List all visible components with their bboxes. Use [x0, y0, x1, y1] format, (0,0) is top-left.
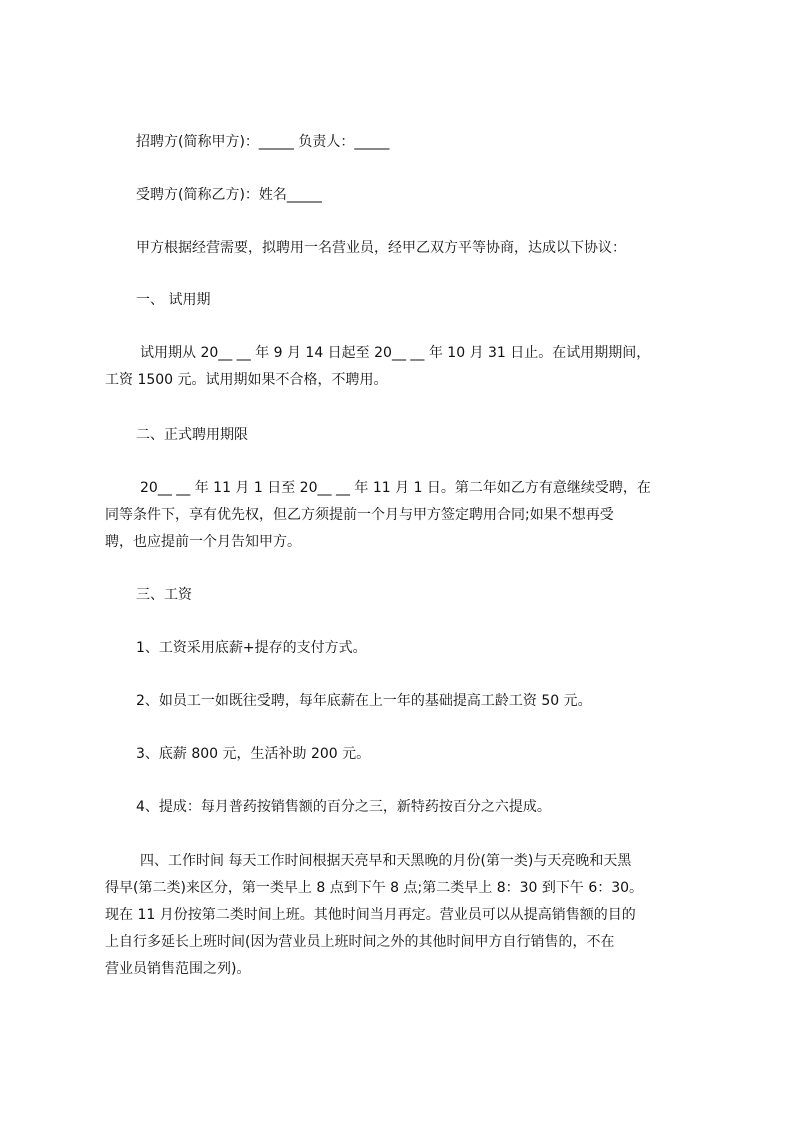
- intro-paragraph: 甲方根据经营需要，拟聘用一名营业员，经甲乙双方平等协商，达成以下协议：: [136, 240, 626, 256]
- section-heading-probation: 一、 试用期: [136, 292, 211, 308]
- employment-term-text-line: 同等条件下，享有优先权，但乙方须提前一个月与甲方签定聘用合同;如果不想再受: [105, 507, 614, 523]
- employer-line: 招聘方(简称甲方)：_____ 负责人：_____: [136, 134, 390, 150]
- working-hours-text-line: 上自行多延长上班时间(因为营业员上班时间之外的其他时间甲方自行销售的，不在: [105, 934, 615, 950]
- salary-item: 3、底薪 800 元，生活补助 200 元。: [136, 746, 371, 762]
- employee-line: 受聘方(简称乙方)：姓名_____: [136, 187, 322, 203]
- section-heading-employment-term: 二、正式聘用期限: [136, 427, 248, 443]
- working-hours-text-line: 现在 11 月份按第二类时间上班。其他时间当月再定。营业员可以从提高销售额的目的: [105, 907, 636, 923]
- employment-term-text-line: 20__ __ 年 11 月 1 日至 20__ __ 年 11 月 1 日。第二年如乙方有意继续受聘，在: [140, 480, 651, 496]
- salary-item: 2、如员工一如既往受聘，每年底薪在上一年的基础提高工龄工资 50 元。: [136, 693, 592, 709]
- probation-text-line: 试用期从 20__ __ 年 9 月 14 日起至 20__ __ 年 10 月 31 日止。在试用期期间，: [140, 345, 651, 361]
- working-hours-text-line: 四、工作时间 每天工作时间根据天亮早和天黑晚的月份(第一类)与天亮晚和天黑: [140, 853, 632, 869]
- section-heading-salary: 三、工资: [136, 587, 192, 603]
- employment-term-text-line: 聘，也应提前一个月告知甲方。: [105, 534, 301, 550]
- working-hours-text-line: 营业员销售范围之列)。: [105, 961, 251, 977]
- salary-item: 1、工资采用底薪+提存的支付方式。: [136, 640, 367, 656]
- probation-text-line: 工资 1500 元。试用期如果不合格，不聘用。: [105, 372, 388, 388]
- working-hours-text-line: 得早(第二类)来区分，第一类早上 8 点到下午 8 点;第二类早上 8：30 到下午 6：30。: [105, 880, 644, 896]
- salary-item: 4、提成：每月普药按销售额的百分之三，新特药按百分之六提成。: [136, 799, 551, 815]
